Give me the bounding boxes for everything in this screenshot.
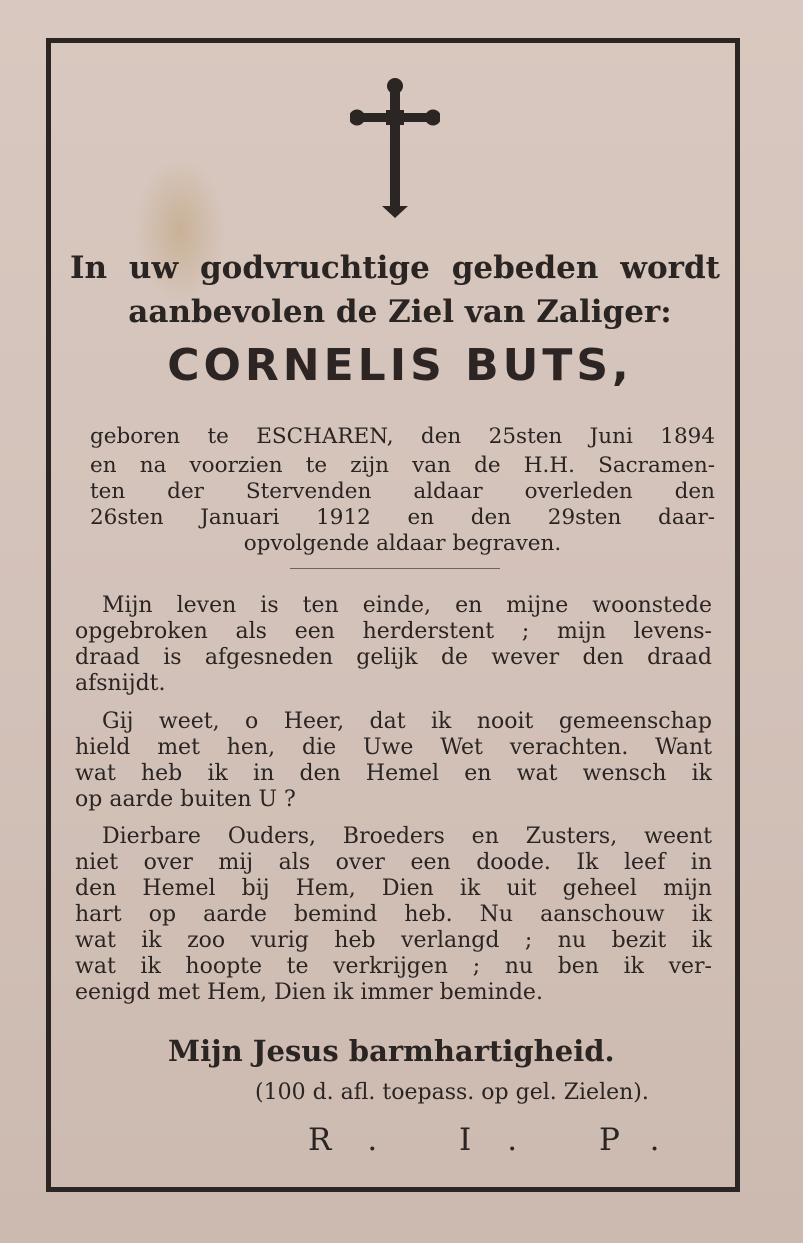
biography-line: opvolgende aldaar begraven. bbox=[243, 531, 562, 556]
prayer-invocation: Mijn Jesus barmhartigheid. bbox=[168, 1034, 615, 1068]
separator-rule bbox=[290, 568, 500, 569]
verse-line: eenigd met Hem, Dien ik immer beminde. bbox=[75, 980, 543, 1005]
biography-line: ten der Stervenden aldaar overleden den bbox=[90, 479, 715, 504]
verse-line: draad is afgesneden gelijk de wever den draad bbox=[75, 645, 712, 670]
verse-line: Dierbare Ouders, Broeders en Zusters, weent bbox=[102, 824, 712, 849]
biography-line: 26sten Januari 1912 en den 29sten daar- bbox=[90, 505, 715, 530]
intro-line-2: aanbevolen de Ziel van Zaliger: bbox=[128, 294, 672, 330]
verse-line: op aarde buiten U ? bbox=[75, 787, 296, 812]
verse-line: wat ik zoo vurig heb verlangd ; nu bezit ik bbox=[75, 928, 712, 953]
verse-line: hield met hen, die Uwe Wet verachten. Want bbox=[75, 735, 712, 760]
verse-line: den Hemel bij Hem, Dien ik uit geheel mijn bbox=[75, 876, 712, 901]
cross-icon bbox=[350, 78, 440, 220]
deceased-name: CORNELIS BUTS, bbox=[167, 340, 633, 391]
intro-line-1: In uw godvruchtige gebeden wordt bbox=[70, 250, 720, 286]
verse-line: afsnijdt. bbox=[75, 671, 166, 696]
verse-line: wat ik hoopte te verkrijgen ; nu ben ik ver- bbox=[75, 954, 712, 979]
verse-line: wat heb ik in den Hemel en wat wensch ik bbox=[75, 761, 712, 786]
verse-line: Mijn leven is ten einde, en mijne woonstede bbox=[102, 593, 712, 618]
indulgence-note: (100 d. afl. toepass. op gel. Zielen). bbox=[255, 1080, 649, 1105]
verse-line: opgebroken als een herderstent ; mijn levens- bbox=[75, 619, 712, 644]
biography-line: geboren te ESCHAREN, den 25sten Juni 1894 bbox=[90, 424, 715, 449]
biography-line: en na voorzien te zijn van de H.H. Sacramen- bbox=[90, 453, 715, 478]
verse-line: hart op aarde bemind heb. Nu aanschouw ik bbox=[75, 902, 712, 927]
verse-line: niet over mij als over een doode. Ik leef in bbox=[75, 850, 712, 875]
verse-line: Gij weet, o Heer, dat ik nooit gemeenschap bbox=[102, 709, 712, 734]
rip-inscription: R. I. P. bbox=[308, 1122, 696, 1158]
